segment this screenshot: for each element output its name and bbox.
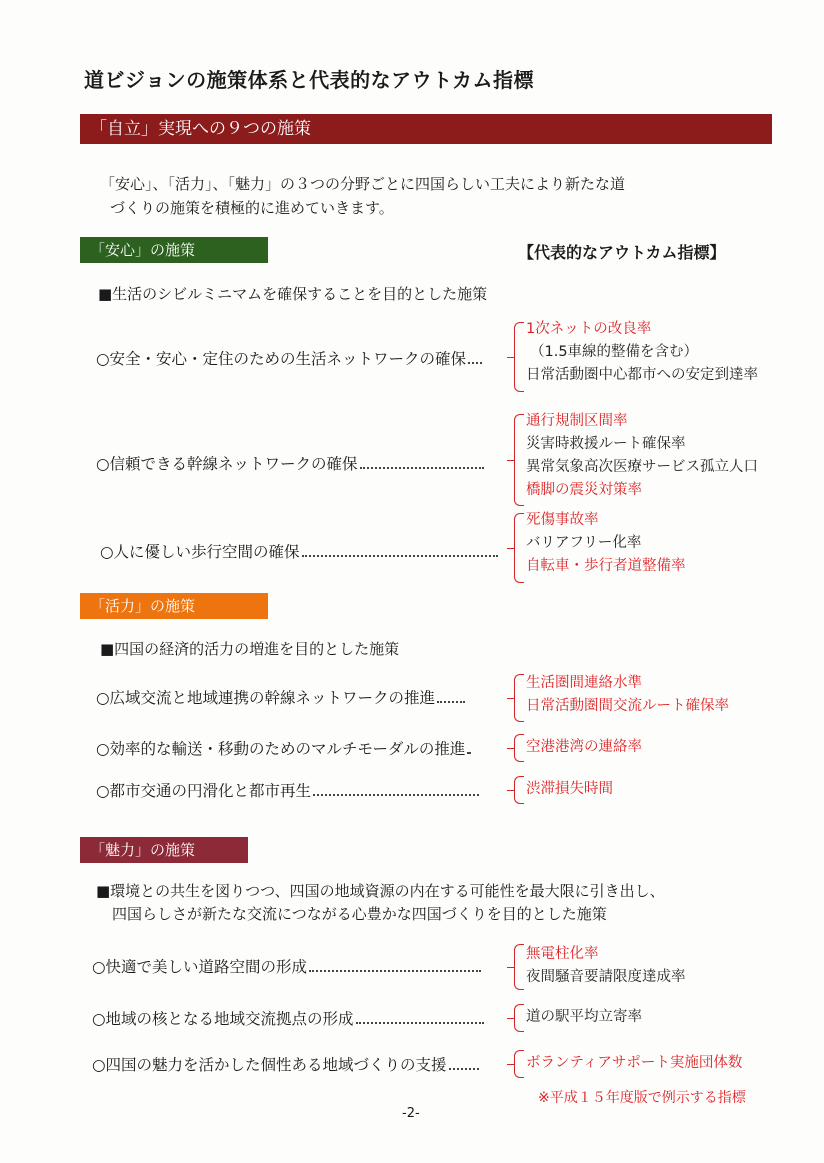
section-katsuryoku-header: 「活力」の施策 <box>80 593 268 619</box>
katsuryoku-purpose: ■四国の経済的活力の増進を目的とした施策 <box>100 640 400 658</box>
page-title: 道ビジョンの施策体系と代表的なアウトカム指標 <box>84 68 534 92</box>
leader-dots <box>467 750 471 754</box>
intro-paragraph <box>100 172 740 220</box>
measure-text: ○快適で美しい道路空間の形成 <box>92 958 308 976</box>
measure-miryoku-3 <box>92 1053 479 1077</box>
indicator: 橋脚の震災対策率 <box>526 482 642 498</box>
page-number: -2- <box>402 1106 420 1121</box>
measure-text: ○安全・安心・定住のための生活ネットワークの確保 <box>96 350 467 368</box>
measure-anshin-2 <box>96 452 484 476</box>
miryoku-purpose-line-2: 四国らしさが新たな交流につながる心豊かな四国づくりを目的とした施策 <box>112 905 607 923</box>
measure-katsuryoku-3 <box>96 779 479 803</box>
indicator-brace <box>514 414 524 506</box>
measure-anshin-1 <box>96 347 482 371</box>
intro-line-2: づくりの施策を積極的に進めていきます。 <box>110 199 394 217</box>
indicator: 死傷事故率 <box>526 512 599 528</box>
footnote: ※平成１５年度版で例示する指標 <box>538 1090 746 1106</box>
indicator-group-katsuryoku-3 <box>526 778 613 801</box>
indicator: 1次ネットの改良率 <box>526 321 652 337</box>
indicator: バリアフリー化率 <box>526 535 642 551</box>
indicator-brace <box>514 1004 524 1032</box>
measure-text: ○信頼できる幹線ネットワークの確保 <box>96 455 358 473</box>
indicator: ボランティアサポート実施団体数 <box>526 1055 743 1071</box>
indicator-group-miryoku-3 <box>526 1052 742 1075</box>
indicator-brace <box>514 674 524 722</box>
leader-dots <box>449 1066 479 1070</box>
outcome-indicators-heading: 【代表的なアウトカム指標】 <box>518 243 726 262</box>
measure-miryoku-1 <box>92 955 481 979</box>
indicator-group-miryoku-2 <box>526 1006 642 1029</box>
policy-banner: 「自立」実現への９つの施策 <box>80 114 772 144</box>
indicator-group-miryoku-1 <box>526 943 686 989</box>
indicator: 日常活動圏間交流ルート確保率 <box>526 698 729 714</box>
measure-text: ○人に優しい歩行空間の確保 <box>100 543 300 561</box>
indicator: 災害時救援ルート確保率 <box>526 436 686 452</box>
anshin-purpose: ■生活のシビルミニマムを確保することを目的とした施策 <box>98 285 488 303</box>
indicator-group-katsuryoku-1 <box>526 672 729 718</box>
indicator-group-katsuryoku-2 <box>526 736 642 759</box>
indicator: 日常活動圏中心都市への安定到達率 <box>526 367 758 383</box>
leader-dots <box>309 968 481 972</box>
measure-katsuryoku-2 <box>96 737 471 761</box>
leader-dots <box>313 792 479 796</box>
indicator: 夜間騒音要請限度達成率 <box>526 969 686 985</box>
indicator-group-anshin-3 <box>526 509 686 578</box>
measure-miryoku-2 <box>92 1007 484 1031</box>
measure-anshin-3 <box>100 540 498 564</box>
indicator: 無電柱化率 <box>526 946 599 962</box>
measure-text: ○都市交通の円滑化と都市再生 <box>96 782 312 800</box>
intro-line-1: 「安心」、「活力」、「魅力」の３つの分野ごとに四国らしい工夫により新たな道 <box>100 175 626 193</box>
indicator: 通行規制区間率 <box>526 413 628 429</box>
indicator: 渋滞損失時間 <box>526 781 613 797</box>
indicator-group-anshin-1 <box>526 318 758 387</box>
leader-dots <box>302 553 498 557</box>
leader-dots <box>468 360 482 364</box>
indicator: 空港港湾の連絡率 <box>526 739 642 755</box>
indicator-brace <box>514 1050 524 1078</box>
section-anshin-header: 「安心」の施策 <box>80 237 268 263</box>
indicator-group-anshin-2 <box>526 410 758 502</box>
indicator-brace <box>514 944 524 990</box>
indicator-brace <box>514 513 524 583</box>
measure-text: ○広域交流と地域連携の幹線ネットワークの推進 <box>96 689 436 707</box>
indicator: 生活圏間連絡水準 <box>526 675 642 691</box>
indicator: 道の駅平均立寄率 <box>526 1009 642 1025</box>
measure-text: ○四国の魅力を活かした個性ある地域づくりの支援 <box>92 1056 447 1074</box>
miryoku-purpose-line-1: ■環境との共生を図りつつ、四国の地域資源の内在する可能性を最大限に引き出し、 <box>96 882 665 900</box>
indicator-brace <box>514 734 524 762</box>
leader-dots <box>356 1020 484 1024</box>
section-miryoku-header: 「魅力」の施策 <box>80 837 248 863</box>
measure-katsuryoku-1 <box>96 686 465 710</box>
indicator-brace <box>514 776 524 804</box>
indicator-brace <box>514 322 524 392</box>
measure-text: ○効率的な輸送・移動のためのマルチモーダルの推進 <box>96 740 466 758</box>
indicator: 自転車・歩行者道整備率 <box>526 558 686 574</box>
leader-dots <box>437 699 465 703</box>
measure-text: ○地域の核となる地域交流拠点の形成 <box>92 1010 354 1028</box>
indicator: （1.5車線的整備を含む） <box>530 344 699 360</box>
indicator: 異常気象高次医療サービス孤立人口 <box>526 459 758 475</box>
leader-dots <box>360 465 484 469</box>
